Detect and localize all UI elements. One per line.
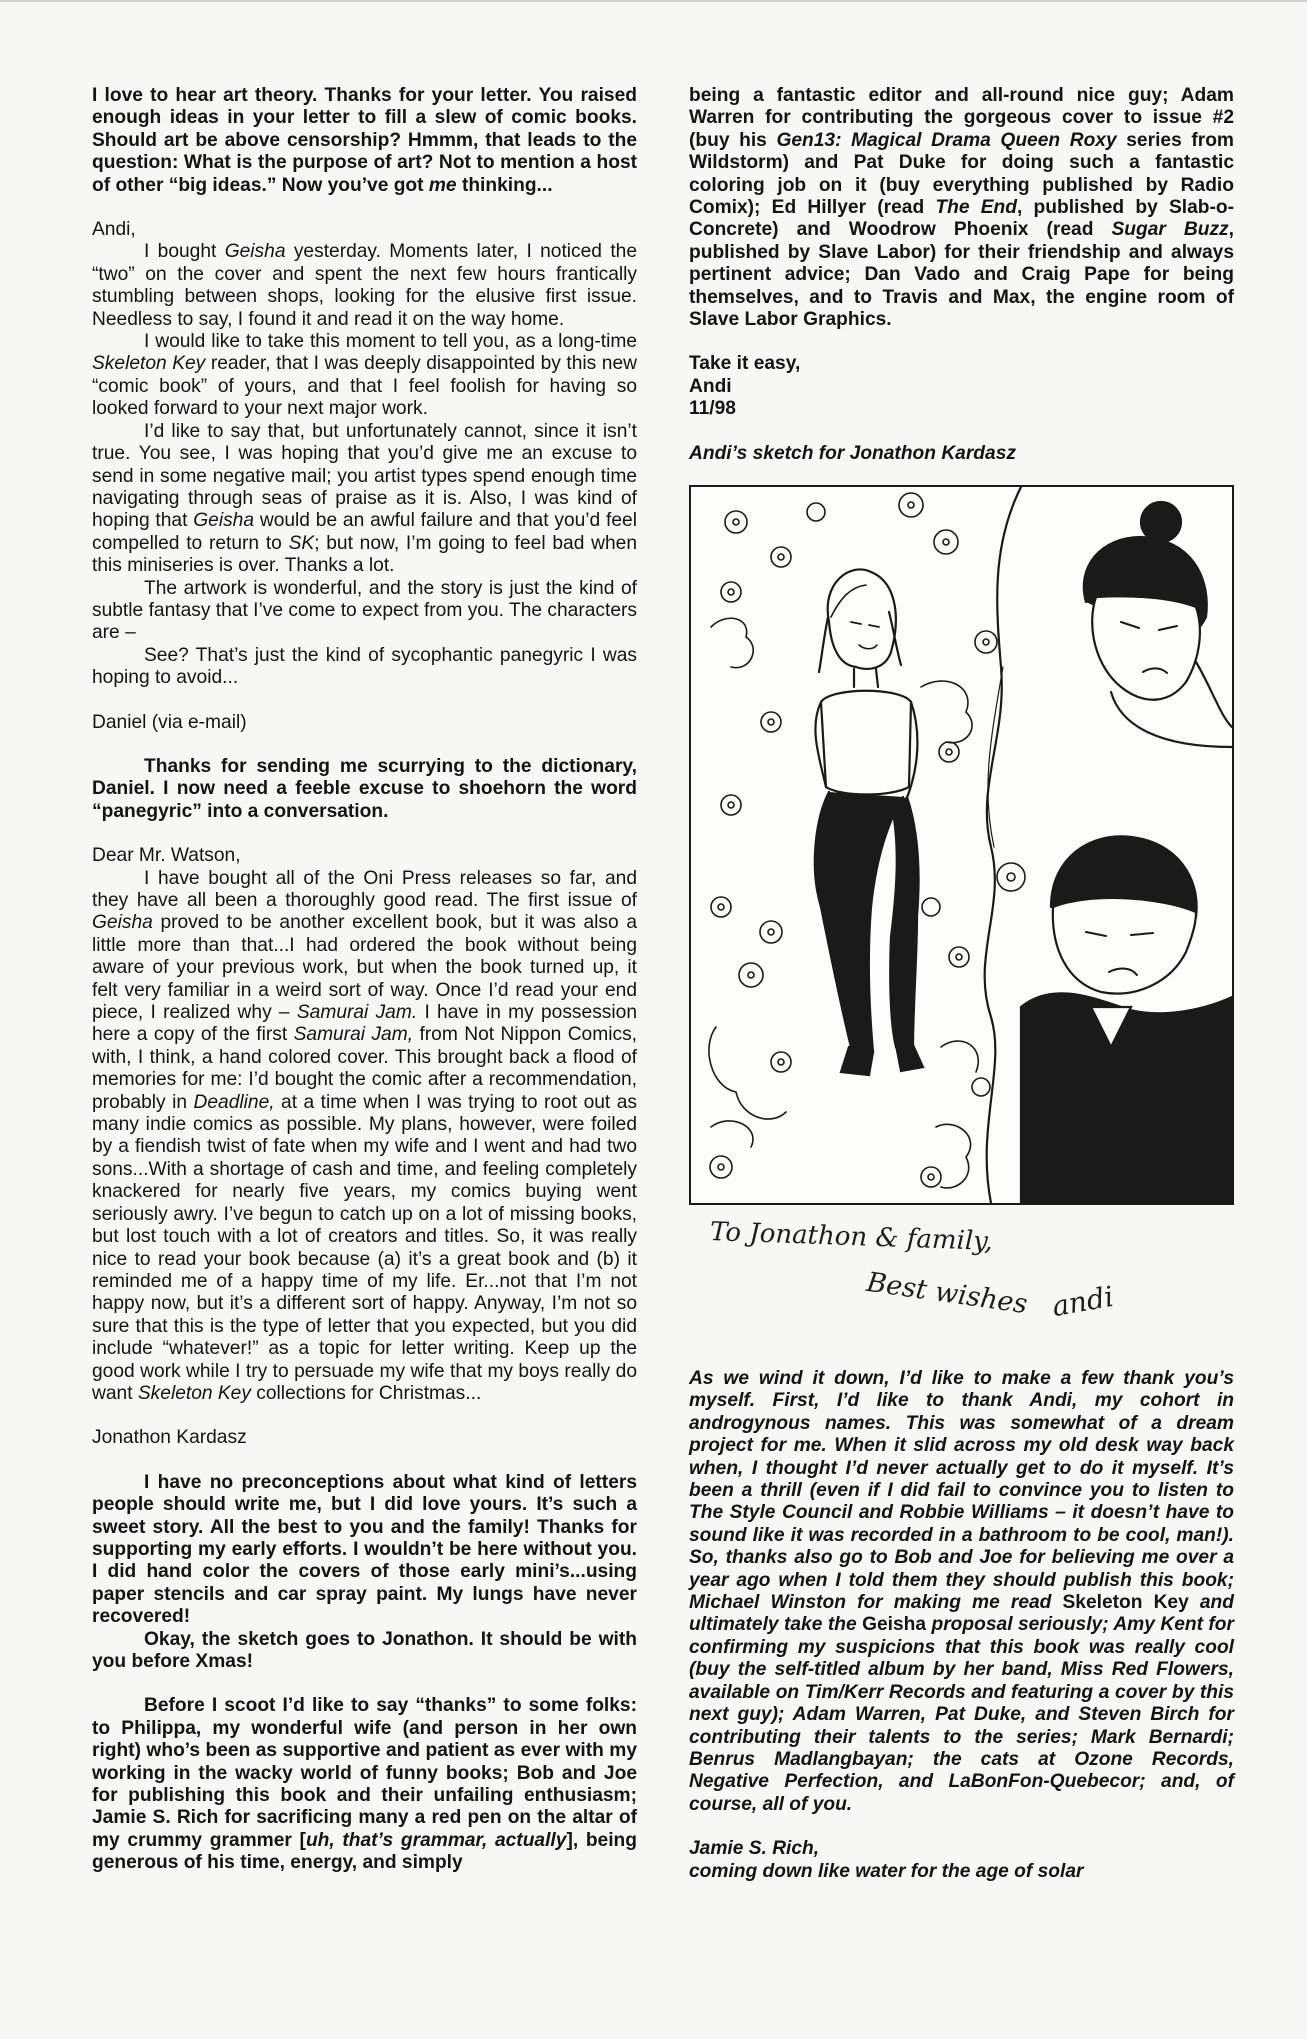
left-column bbox=[92, 85, 637, 1875]
editor-reply-sketch-note: Okay, the sketch goes to Jonathon. It should be with you before Xmas! bbox=[92, 1628, 637, 1672]
letter-paragraph: See? That’s just the kind of sycophantic panegyric I was hoping to avoid... bbox=[92, 644, 637, 689]
handwritten-signature: andi bbox=[1049, 1279, 1117, 1324]
letter-signature-jonathon: Jonathon Kardasz bbox=[92, 1427, 247, 1449]
afterword-paragraph: As we wind it down, I’d like to make a few thank you’s myself. First, I’d like to thank Andi, my cohort in androgynous names. This was somewhat of a dream project for me. When it slid across my old desk way back when, I thought I’d never actually get to do it myself. It’s been a thrill (even if I did fail to convince you to listen to The Style Council and Robbie Williams – it doesn’t have to sound like it was recorded in a bathroom to be cool, man!). So, thanks also go to Bob and Joe for believing me over a year ago when I told them they should publish this book; Michael Winston for making me read Skeleton Key and ultimately take the Geisha proposal seriously; Amy Kent for confirming my suspicions that this book was really cool (buy the self-titled album by her band, Miss Red Flowers, available on Tim/Kerr Records and featuring a cover by this next guy); Adam Warren, Pat Duke, and Steven Birch for contributing their talents to the series; Mark Bernardi; Benrus Madlangbayan; the cats at Ozone Records, Negative Perfection, and LaBonFon-Quebecor; and, of course, all of you. bbox=[689, 1368, 1234, 1815]
handwritten-dedication: To Jonathon & family, bbox=[709, 1217, 994, 1257]
thanks-paragraph: Before I scoot I’d like to say “thanks” to some folks: to Philippa, my wonderful wife (and person in her own right) who’s been as supportive and patient as ever with my working in the wacky world of funny books; Bob and Joe for publishing this book and their unfailing enthusiasm; Jamie S. Rich for sacrificing many a red pen on the altar of my crummy grammer [uh, that’s grammar, actually], being generous of his time, energy, and simply bbox=[92, 1695, 638, 1874]
letter-paragraph: The artwork is wonderful, and the story is just the kind of subtle fantasy that I’ve come to expect from you. The characters are – bbox=[92, 577, 637, 644]
letter-paragraph: I bought Geisha yesterday. Moments later, I noticed the “two” on the cover and spent the next few hours frantically stumbling between shops, looking for the elusive first issue. Needless to say, I found it and read it on the way home. bbox=[92, 241, 637, 330]
closing-take-it-easy: Take it easy, bbox=[689, 353, 801, 375]
closing-date: 11/98 bbox=[689, 398, 736, 420]
letter-paragraph: I’d like to say that, but unfortunately cannot, since it isn’t true. You see, I was hoping that you’d give me an excuse to send in some negative mail; you artist types spend enough time navigating through seas of praise as it is. Also, I was kind of hoping that Geisha would be an awful failure and that you’d feel compelled to return to SK; but now, I’m going to feel bad when this miniseries is over. Thanks a lot. bbox=[92, 420, 637, 577]
page-top-rule bbox=[0, 0, 1307, 2]
wavy-divider bbox=[985, 487, 1021, 1203]
woman-figure bbox=[1084, 502, 1232, 747]
afterword-column bbox=[689, 1368, 1234, 1883]
letter-salutation-andi: Andi, bbox=[92, 219, 136, 241]
handwritten-best-wishes: Best wishes bbox=[864, 1266, 1030, 1321]
sketch-drawing bbox=[691, 487, 1232, 1203]
man-figure bbox=[1021, 836, 1232, 1203]
letter-salutation-watson: Dear Mr. Watson, bbox=[92, 845, 241, 867]
afterword-tagline: coming down like water for the age of solar bbox=[689, 1860, 1084, 1882]
sketch-illustration bbox=[689, 485, 1234, 1205]
right-column bbox=[689, 85, 1234, 465]
girl-figure bbox=[815, 569, 923, 1075]
closing-name: Andi bbox=[689, 375, 732, 397]
sketch-caption: Andi’s sketch for Jonathon Kardasz bbox=[689, 442, 1016, 464]
letter-paragraph: I have bought all of the Oni Press releases so far, and they have all been a thoroughly good read. The first issue of Geisha proved to be another excellent book, but it was also a little more than that...I had ordered the book without being aware of your previous work, but when the book turned up, it felt very familiar in a weird sort of way. Once I’d read your end piece, I realized why – Samurai Jam. I have in my possession here a copy of the first Samurai Jam, from Not Nippon Comics, with, I think, a hand colored cover. This brought back a flood of memories for me: I’d bought the comic after a recommendation, probably in Deadline, at a time when I was trying to root out as many indie comics as possible. My plans, however, were foiled by a fiendish twist of fate when my wife and I went and had two sons...With a shortage of cash and time, and feeling completely knackered for nearly five years, my comics buying went seriously awry. I’ve begun to catch up on a lot of missing books, but lost touch with a lot of creators and titles. So, it was really nice to read your book because (a) it’s a great book and (b) it reminded me of a happy time of my life. Er...not that I’m not happy now, but it’s a different sort of happy. Anyway, I’m not so sure that this is the type of letter that you expected, but you did include “whatever!” as a topic for letter writing. Keep up the good work while I try to persuade my wife that my boys really do want Skeleton Key collections for Christmas... bbox=[92, 867, 637, 1404]
letter-signature-daniel: Daniel (via e-mail) bbox=[92, 711, 247, 733]
editor-reply-daniel: Thanks for sending me scurrying to the dictionary, Daniel. I now need a feeble excuse to shoehorn the word “panegyric” into a conversation. bbox=[92, 755, 637, 822]
editor-reply-jonathon: I have no preconceptions about what kind of letters people should write me, but I did love yours. It’s such a sweet story. All the best to you and the family! Thanks for supporting my early efforts. I wouldn’t be here without you. I did hand color the covers of those early mini’s...using paper stencils and car spray paint. My lungs have never recovered! bbox=[92, 1471, 637, 1628]
thanks-paragraph-continued: being a fantastic editor and all-round nice guy; Adam Warren for contributing the gorgeous cover to issue #2 (buy his Gen13: Magical Drama Queen Roxy series from Wildstorm) and Pat Duke for doing such a fantastic coloring job on it (buy everything published by Radio Comix); Ed Hillyer (read The End, published by Slab-o-Concrete) and Woodrow Phoenix (read Sugar Buzz, published by Slave Labor) for their friendship and always pertinent advice; Dan Vado and Craig Pape for being themselves, and to Travis and Max, the engine room of Slave Labor Graphics. bbox=[689, 85, 1234, 331]
editor-reply-art-theory: I love to hear art theory. Thanks for your letter. You raised enough ideas in your letter to fill a slew of comic books. Should art be above censorship? Hmmm, that leads to the question: What is the purpose of art? Not to mention a host of other “big ideas.” Now you’ve got me thinking... bbox=[92, 85, 637, 196]
afterword-signature: Jamie S. Rich, bbox=[689, 1838, 820, 1860]
letter-paragraph: I would like to take this moment to tell you, as a long-time Skeleton Key reader, that I was deeply disappointed by this new “comic book” of yours, and that I feel foolish for having so looked forward to your next major work. bbox=[92, 331, 637, 420]
